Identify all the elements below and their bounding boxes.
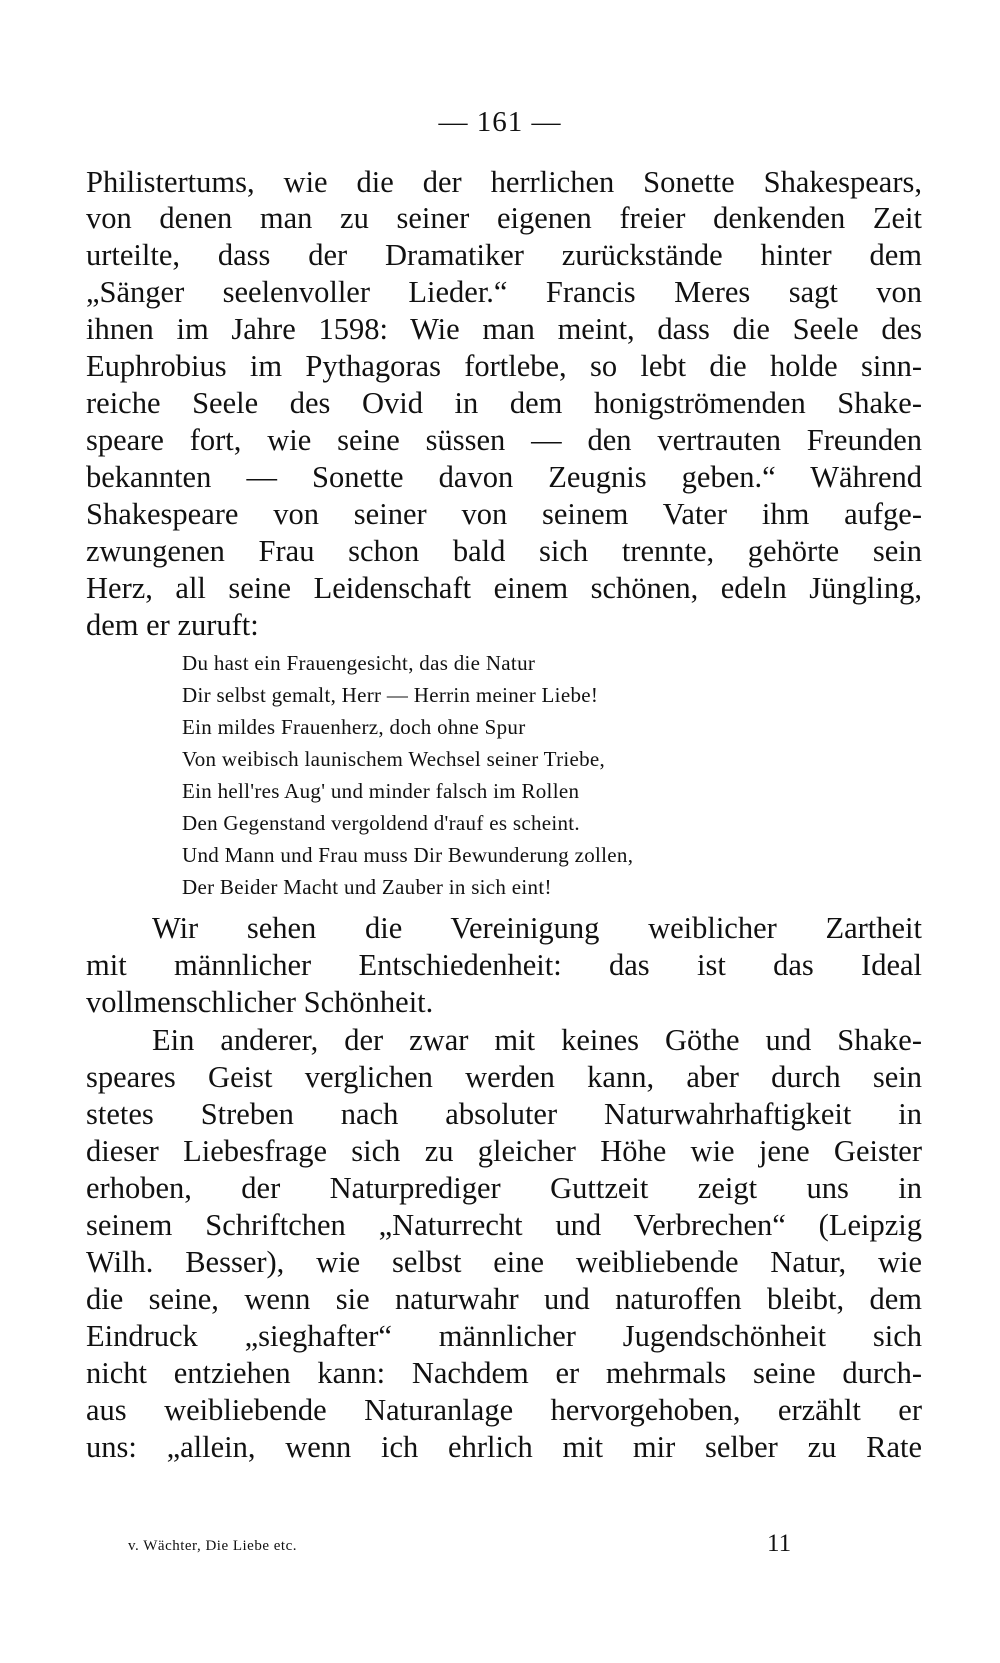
text-line: aus weibliebende Naturanlage hervorgehoben, erzählt er (86, 1393, 922, 1427)
verse-line: Du hast ein Frauengesicht, das die Natur (182, 651, 536, 675)
text-line: uns: „allein, wenn ich ehrlich mit mir selber zu Rate (86, 1430, 922, 1464)
text-line: vollmenschlicher Schönheit. (86, 985, 434, 1019)
text-line: Herz, all seine Leidenschaft einem schönen, edeln Jüngling, (86, 571, 922, 605)
verse-line: Ein mildes Frauenherz, doch ohne Spur (182, 715, 526, 739)
verse-line: Von weibisch launischem Wechsel seiner Triebe, (182, 747, 606, 771)
text-line: die seine, wenn sie naturwahr und naturoffen bleibt, dem (86, 1282, 922, 1316)
text-line: von denen man zu seiner eigenen freier denkenden Zeit (86, 201, 922, 235)
text-line: mit männlicher Entschiedenheit: das ist das Ideal (86, 948, 922, 982)
text-line: ihnen im Jahre 1598: Wie man meint, dass die Seele des (86, 312, 922, 346)
verse-line: Und Mann und Frau muss Dir Bewunderung zollen, (182, 843, 634, 867)
signature-line: v. Wächter, Die Liebe etc. (128, 1538, 297, 1554)
text-line: speare fort, wie seine süssen — den vertrauten Freunden (86, 423, 922, 457)
text-line: dem er zuruft: (86, 608, 259, 642)
verse-line: Der Beider Macht und Zauber in sich eint! (182, 875, 552, 899)
text-line: zwungenen Frau schon bald sich trennte, gehörte sein (86, 534, 922, 568)
text-line: dieser Liebesfrage sich zu gleicher Höhe wie jene Geister (86, 1134, 922, 1168)
text-line: urteilte, dass der Dramatiker zurückstände hinter dem (86, 238, 922, 272)
page-number: — 161 — (438, 106, 562, 138)
text-line: stetes Streben nach absoluter Naturwahrhaftigkeit in (86, 1097, 922, 1131)
text-line: speares Geist verglichen werden kann, aber durch sein (86, 1060, 922, 1094)
text-line: Wilh. Besser), wie selbst eine weibliebende Natur, wie (86, 1245, 922, 1279)
text-line: reiche Seele des Ovid in dem honigströmenden Shake- (86, 386, 922, 420)
text-line: Ein anderer, der zwar mit keines Göthe und Shake- (152, 1023, 922, 1057)
text-line: nicht entziehen kann: Nachdem er mehrmals seine durch- (86, 1356, 922, 1390)
text-line: Eindruck „sieghafter“ männlicher Jugendschönheit sich (86, 1319, 922, 1353)
text-line: Shakespeare von seiner von seinem Vater ihm aufge- (86, 497, 922, 531)
text-line: Euphrobius im Pythagoras fortlebe, so lebt die holde sinn- (86, 349, 922, 383)
verse-line: Den Gegenstand vergoldend d'rauf es scheint. (182, 811, 580, 835)
verse-line: Ein hell'res Aug' und minder falsch im Rollen (182, 779, 580, 803)
text-line: Philistertums, wie die der herrlichen Sonette Shakespears, (86, 165, 922, 199)
text-line: Wir sehen die Vereinigung weiblicher Zartheit (152, 911, 922, 945)
verse-line: Dir selbst gemalt, Herr — Herrin meiner Liebe! (182, 683, 599, 707)
text-line: erhoben, der Naturprediger Guttzeit zeigt uns in (86, 1171, 922, 1205)
text-line: seinem Schriftchen „Naturrecht und Verbrechen“ (Leipzig (86, 1208, 922, 1242)
text-line: „Sänger seelenvoller Lieder.“ Francis Meres sagt von (86, 275, 922, 309)
text-line: bekannten — Sonette davon Zeugnis geben.“ Während (86, 460, 922, 494)
signature-mark: 11 (767, 1530, 792, 1557)
